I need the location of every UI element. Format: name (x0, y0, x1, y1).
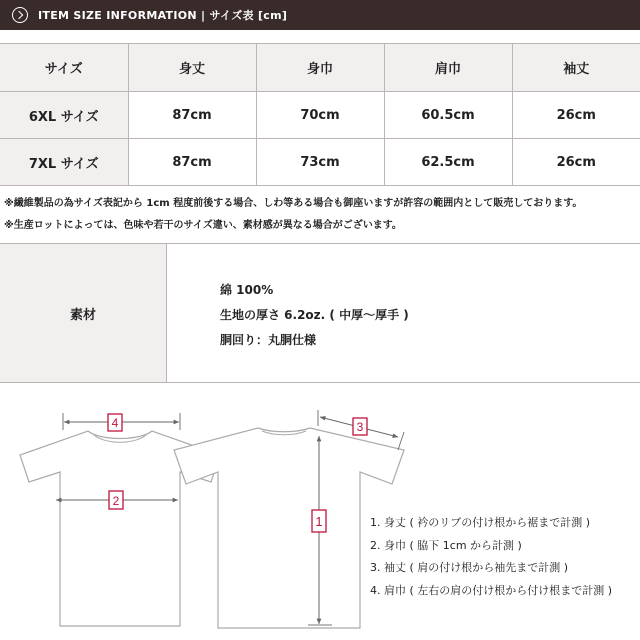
measurement-legend (370, 512, 612, 602)
section-header (0, 0, 640, 30)
chevron-right-icon (12, 7, 28, 23)
cell-length: 87cm (128, 92, 256, 139)
material-details (220, 278, 409, 353)
cell-sleeve: 26cm (512, 92, 640, 139)
col-header-length: 身丈 (128, 44, 256, 92)
cell-shoulder: 60.5cm (384, 92, 512, 139)
cell-width: 73cm (256, 139, 384, 186)
col-header-shoulder: 肩巾 (384, 44, 512, 92)
cell-sleeve: 26cm (512, 139, 640, 186)
section-title: ITEM SIZE INFORMATION | サイズ表 [cm] (38, 9, 288, 22)
size-table-header-row (0, 44, 640, 92)
material-line: 綿 100% (220, 283, 274, 297)
legend-item: 1. 身丈 ( 衿のリブの付け根から裾まで計測 ) (370, 516, 591, 529)
col-header-sleeve: 袖丈 (512, 44, 640, 92)
legend-item: 4. 肩巾 ( 左右の肩の付け根から付け根まで計測 ) (370, 583, 613, 597)
table-row (0, 92, 640, 139)
sleeve-guide (398, 432, 404, 450)
material-line: 胴回り：丸胴仕様 (220, 333, 317, 347)
marker-3: 3 (356, 420, 364, 434)
col-header-size: サイズ (0, 44, 128, 92)
material-line: 生地の厚さ 6.2oz. ( 中厚〜厚手 ) (220, 308, 409, 322)
note-line: ※繊維製品の為サイズ表記から 1cm 程度前後する場合、しわ等ある場合も御座いますが許容の範囲内として販売しております。 (4, 198, 583, 209)
legend-item: 2. 身巾 ( 脇下 1cm から計測 ) (370, 538, 522, 552)
cell-size-label: 6XL サイズ (0, 92, 128, 139)
marker-4: 4 (111, 416, 119, 430)
cell-length: 87cm (128, 139, 256, 186)
cell-shoulder: 62.5cm (384, 139, 512, 186)
legend-item: 3. 袖丈 ( 肩の付け根から袖先まで計測 ) (370, 561, 569, 574)
marker-2: 2 (112, 494, 120, 508)
table-row (0, 139, 640, 186)
col-header-width: 身巾 (256, 44, 384, 92)
material-section (0, 243, 640, 383)
marker-1: 1 (315, 514, 323, 529)
size-table (0, 43, 640, 186)
size-notes (4, 193, 582, 237)
cell-width: 70cm (256, 92, 384, 139)
note-line: ※生産ロットによっては、色味や若干のサイズ違い、素材感が異なる場合がございます。 (4, 220, 402, 231)
cell-size-label: 7XL サイズ (0, 139, 128, 186)
material-label: 素材 (0, 244, 167, 382)
